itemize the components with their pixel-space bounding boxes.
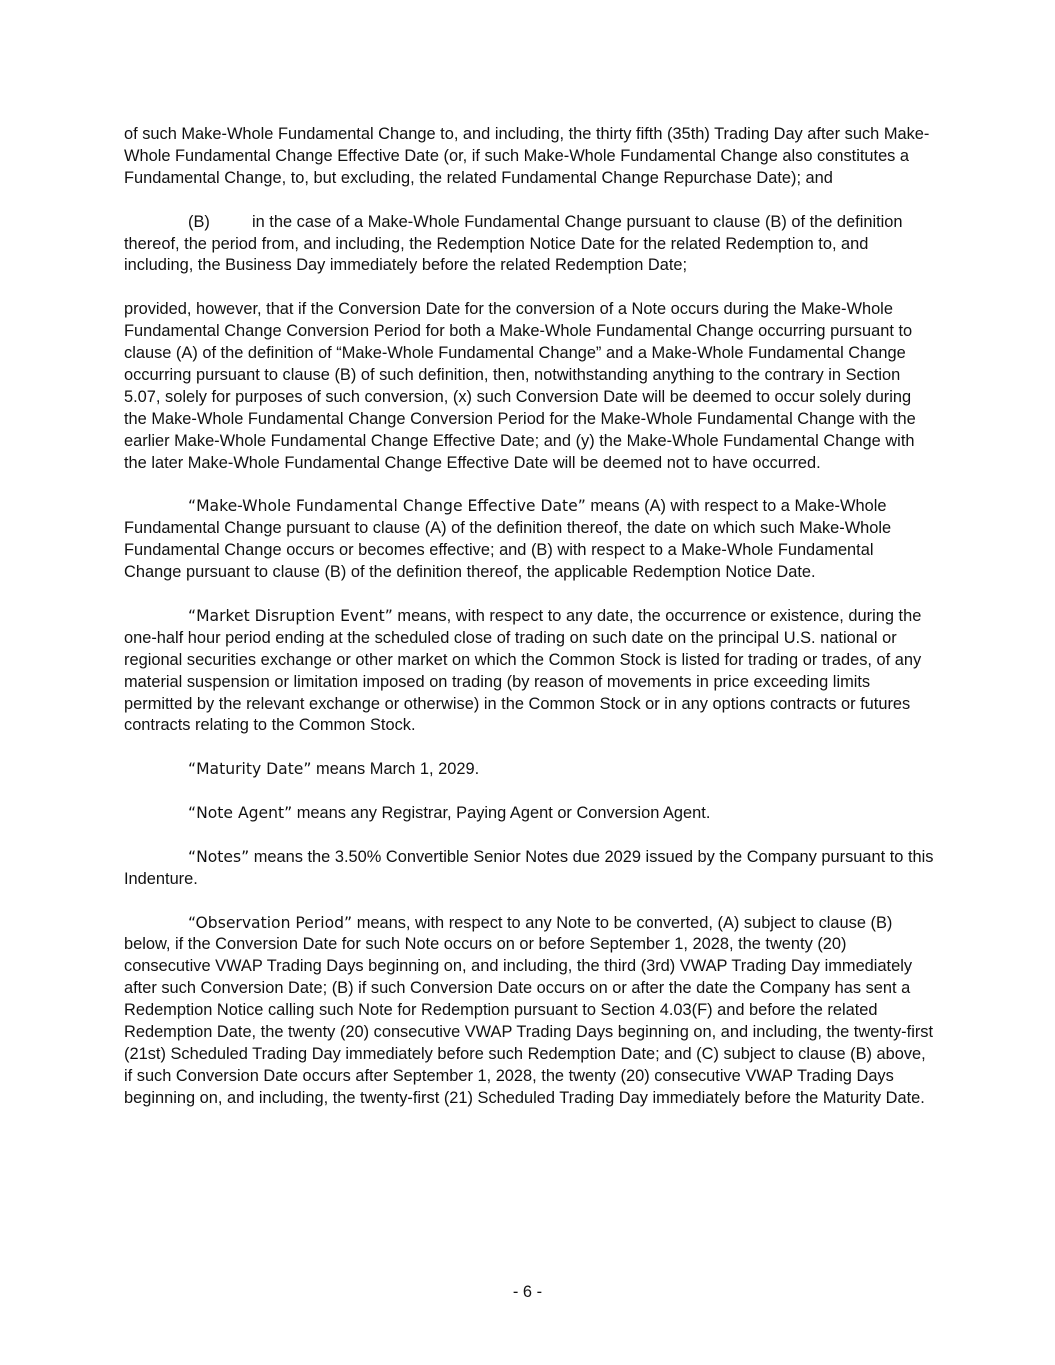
clause-text: in the case of a Make-Whole Fundamental Change pursuant to clause (B) of the definition thereof, the period from, and including, the Redemption Notice Date for the related Redemption to, and including, the Business Day immediately before the related Redemption Date; — [124, 212, 903, 275]
clause-b-paragraph — [124, 212, 934, 278]
proviso-paragraph — [124, 299, 934, 474]
definition-text: means any Registrar, Paying Agent or Conversion Agent. — [292, 804, 711, 822]
definition-text: means, with respect to any Note to be converted, (A) subject to clause (B) below, if the Conversion Date for such Note occurs on or before September 1, 2028, the twenty (20) consecutive VWAP Trading Days beginning on, and including, the third (3rd) VWAP Trading Day immediately after such Conversion Date; (B) if such Conversion Date occurs on or after the date the Company has sent a Redemption Notice calling such Note for Redemption pursuant to Section 4.03(F) and before the related Redemption Date, the twenty (20) consecutive VWAP Trading Days beginning on, and including, the twenty-first (21st) Scheduled Trading Day immediately before such Redemption Date; and (C) subject to clause (B) above, if such Conversion Date occurs after September 1, 2028, the twenty (20) consecutive VWAP Trading Days beginning on, and including, the twenty-first (21) Scheduled Trading Day immediately before the Maturity Date. — [124, 913, 934, 1107]
definition-observation-period — [124, 913, 934, 1110]
clause-label: (B) — [188, 212, 210, 231]
defined-term: “Maturity Date” — [188, 760, 312, 779]
page-number: - 6 - — [512, 1283, 543, 1301]
definition-text: means March 1, 2029. — [311, 760, 480, 779]
defined-term: “Notes” — [188, 847, 250, 866]
paragraph-text: provided, however, that if the Conversion Date for the conversion of a Note occurs during the Make-Whole Fundamental Change Conversion Period for both a Make-Whole Fundamental Change occurring pursuant to clause (A) of the definition of “Make-Whole Fundamental Change” and a Make-Whole Fundamental Change occurring pursuant to clause (B) of such definition, then, notwithstanding anything to the contrary in Section 5.07, solely for purposes of such conversion, (x) such Conversion Date will be deemed to occur solely during the Make-Whole Fundamental Change Conversion Period for the Make-Whole Fundamental Change with the earlier Make-Whole Fundamental Change Effective Date; and (y) the Make-Whole Fundamental Change with the later Make-Whole Fundamental Change Effective Date will be deemed not to have occurred. — [124, 300, 916, 472]
defined-term: “Observation Period” — [188, 913, 353, 932]
definition-text: means, with respect to any date, the occurrence or existence, during the one-half hour period ending at the scheduled close of trading on such date on the principal U.S. national or regional securities exchange or other market on which the Common Stock is listed for trading or trades, of any material suspension or limitation imposed on trading (by reason of movements in price exceeding limits permitted by the relevant exchange or otherwise) in the Common Stock or in any options contracts or futures contracts relating to the Common Stock. — [124, 606, 922, 735]
definition-note-agent — [124, 803, 934, 825]
page-body — [124, 124, 934, 1132]
definition-market-disruption-event — [124, 606, 934, 737]
definition-text: means the 3.50% Convertible Senior Notes due 2029 issued by the Company pursuant to this Indenture. — [124, 847, 934, 888]
definition-maturity-date — [124, 759, 934, 781]
defined-term: “Market Disruption Event” — [188, 606, 393, 625]
paragraph-continuation — [124, 124, 934, 190]
definition-notes — [124, 847, 934, 891]
defined-term: “Make-Whole Fundamental Change Effective Date” — [188, 497, 586, 516]
paragraph-text: of such Make-Whole Fundamental Change to, and including, the thirty fifth (35th) Trading Day after such Make-Whole Fundamental Change Effective Date (or, if such Make-Whole Fundamental Change also constitutes a Fundamental Change, to, but excluding, the related Fundamental Change Repurchase Date); and — [124, 125, 930, 187]
defined-term: “Note Agent” — [188, 804, 293, 822]
definition-make-whole-effective-date — [124, 496, 934, 584]
definition-text: means (A) with respect to a Make-Whole Fundamental Change pursuant to clause (A) of the definition thereof, the date on which such Make-Whole Fundamental Change occurs or becomes effective; and (B) with respect to a Make-Whole Fundamental Change pursuant to clause (B) of the definition thereof, the applicable Redemption Notice Date. — [124, 497, 892, 582]
